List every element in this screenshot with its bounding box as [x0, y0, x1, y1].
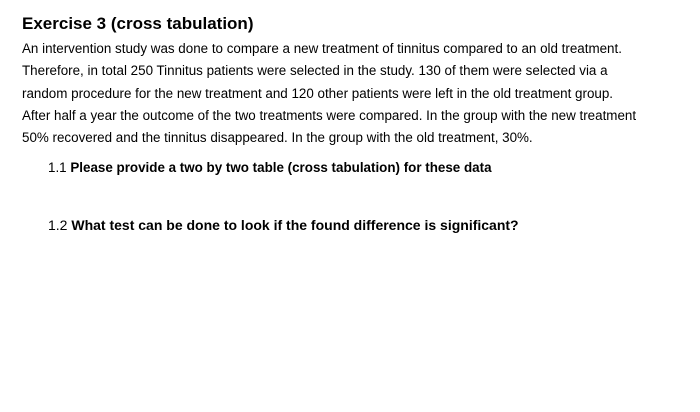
exercise-document — [22, 12, 692, 233]
exercise-paragraph — [22, 38, 692, 149]
paragraph-line: 50% recovered and the tinnitus disappeared. In the group with the old treatment, 30%. — [22, 130, 533, 146]
question-number: 1.2 — [48, 217, 68, 233]
question-number: 1.1 — [48, 160, 67, 175]
question-text: What test can be done to look if the found difference is significant? — [71, 217, 519, 233]
paragraph-line: random procedure for the new treatment and 120 other patients were left in the old treatment group. — [22, 85, 614, 101]
question-text: Please provide a two by two table (cross tabulation) for these data — [70, 160, 492, 175]
paragraph-line: After half a year the outcome of the two treatments were compared. In the group with the new treatment — [22, 107, 637, 123]
paragraph-line: An intervention study was done to compare a new treatment of tinnitus compared to an old treatment. — [22, 41, 622, 56]
question-1-1 — [48, 157, 492, 179]
paragraph-line: Therefore, in total 250 Tinnitus patients were selected in the study. 130 of them were selected via a — [22, 63, 608, 79]
exercise-title: Exercise 3 (cross tabulation) — [22, 14, 254, 33]
question-1-2 — [48, 214, 519, 236]
